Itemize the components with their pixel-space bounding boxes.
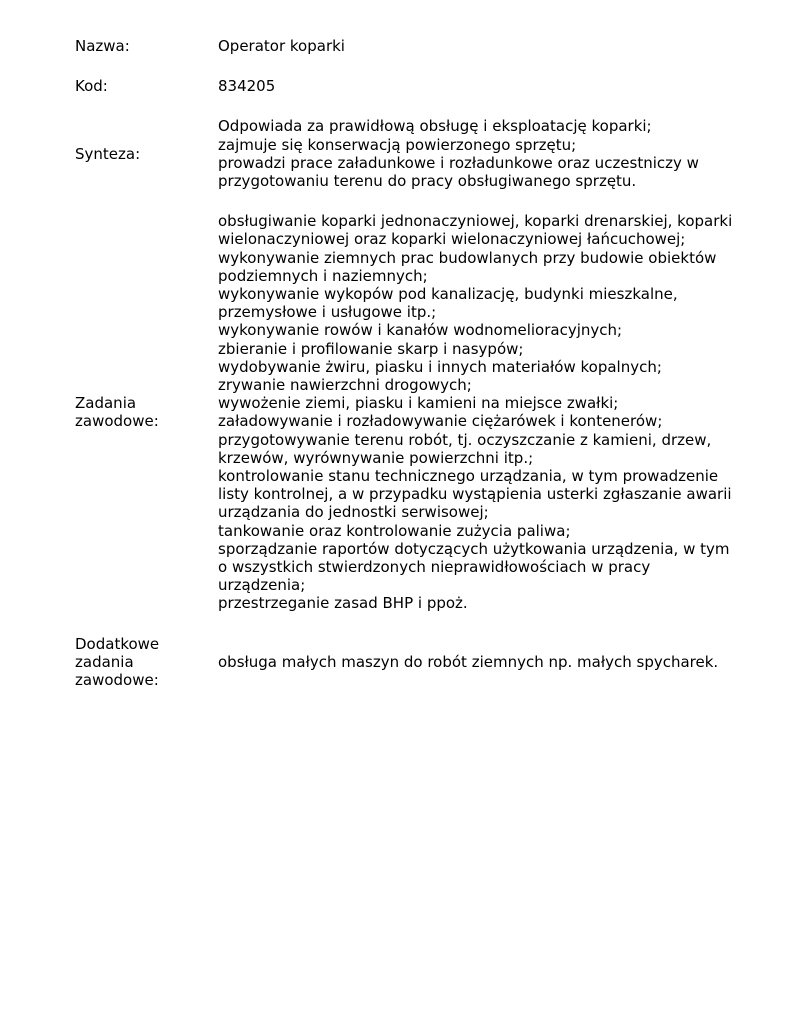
name-row bbox=[75, 37, 765, 55]
code-label: Kod: bbox=[75, 77, 108, 96]
additional-tasks-value: obsługa małych maszyn do robót ziemnych np. małych spycharek. bbox=[218, 652, 719, 671]
task-line: przemysłowe i usługowe itp.; bbox=[218, 303, 437, 322]
synthesis-row bbox=[75, 117, 765, 190]
task-line: zbieranie i profilowanie skarp i nasypów; bbox=[218, 339, 524, 358]
task-line: o wszystkich stwierdzonych nieprawidłowościach w pracy bbox=[218, 558, 651, 577]
synthesis-line: przygotowaniu terenu do pracy obsługiwanego sprzętu. bbox=[218, 172, 637, 191]
code-row bbox=[75, 77, 765, 95]
synthesis-line: prowadzi prace załadunkowe i rozładunkowe oraz uczestniczy w bbox=[218, 153, 699, 172]
task-line: sporządzanie raportów dotyczących użytkowania urządzenia, w tym bbox=[218, 539, 730, 558]
task-line: przestrzeganie zasad BHP i ppoż. bbox=[218, 594, 468, 613]
tasks-label: Zadania zawodowe: bbox=[75, 394, 159, 431]
synthesis-label: Synteza: bbox=[75, 144, 141, 163]
synthesis-line: Odpowiada za prawidłową obsługę i eksploatację koparki; bbox=[218, 117, 652, 136]
task-line: urządzenia; bbox=[218, 576, 306, 595]
code-value: 834205 bbox=[218, 77, 276, 96]
synthesis-value bbox=[218, 117, 765, 190]
additional-tasks-row bbox=[75, 635, 765, 690]
occupation-document bbox=[75, 37, 765, 689]
name-label: Nazwa: bbox=[75, 37, 130, 55]
task-line: obsługiwanie koparki jednonaczyniowej, koparki drenarskiej, koparki bbox=[218, 212, 733, 231]
task-line: załadowywanie i rozładowywanie ciężarówek i kontenerów; bbox=[218, 412, 663, 431]
task-line: wykonywanie rowów i kanałów wodnomelioracyjnych; bbox=[218, 321, 623, 340]
additional-tasks-label: Dodatkowe zadania zawodowe: bbox=[75, 634, 160, 690]
task-line: przygotowywanie terenu robót, tj. oczyszczanie z kamieni, drzew, bbox=[218, 430, 712, 449]
task-line: urządzania do jednostki serwisowej; bbox=[218, 503, 489, 522]
task-line: wykonywanie wykopów pod kanalizację, budynki mieszkalne, bbox=[218, 285, 678, 304]
tasks-value bbox=[218, 212, 765, 612]
task-line: zrywanie nawierzchni drogowych; bbox=[218, 376, 472, 395]
task-line: listy kontrolnej, a w przypadku wystąpienia usterki zgłaszanie awarii bbox=[218, 485, 732, 504]
task-line: wielonaczyniowej oraz koparki wielonaczyniowej łańcuchowej; bbox=[218, 230, 686, 249]
task-line: tankowanie oraz kontrolowanie zużycia paliwa; bbox=[218, 521, 571, 540]
name-value: Operator koparki bbox=[218, 37, 345, 55]
task-line: krzewów, wyrównywanie powierzchni itp.; bbox=[218, 448, 534, 467]
tasks-row bbox=[75, 212, 765, 612]
task-line: wykonywanie ziemnych prac budowlanych przy budowie obiektów bbox=[218, 248, 717, 267]
task-line: kontrolowanie stanu technicznego urządzania, w tym prowadzenie bbox=[218, 467, 719, 486]
task-line: wywożenie ziemi, piasku i kamieni na miejsce zwałki; bbox=[218, 394, 619, 413]
synthesis-line: zajmuje się konserwacją powierzonego sprzętu; bbox=[218, 135, 577, 154]
task-line: wydobywanie żwiru, piasku i innych materiałów kopalnych; bbox=[218, 357, 662, 376]
task-line: podziemnych i naziemnych; bbox=[218, 266, 428, 285]
